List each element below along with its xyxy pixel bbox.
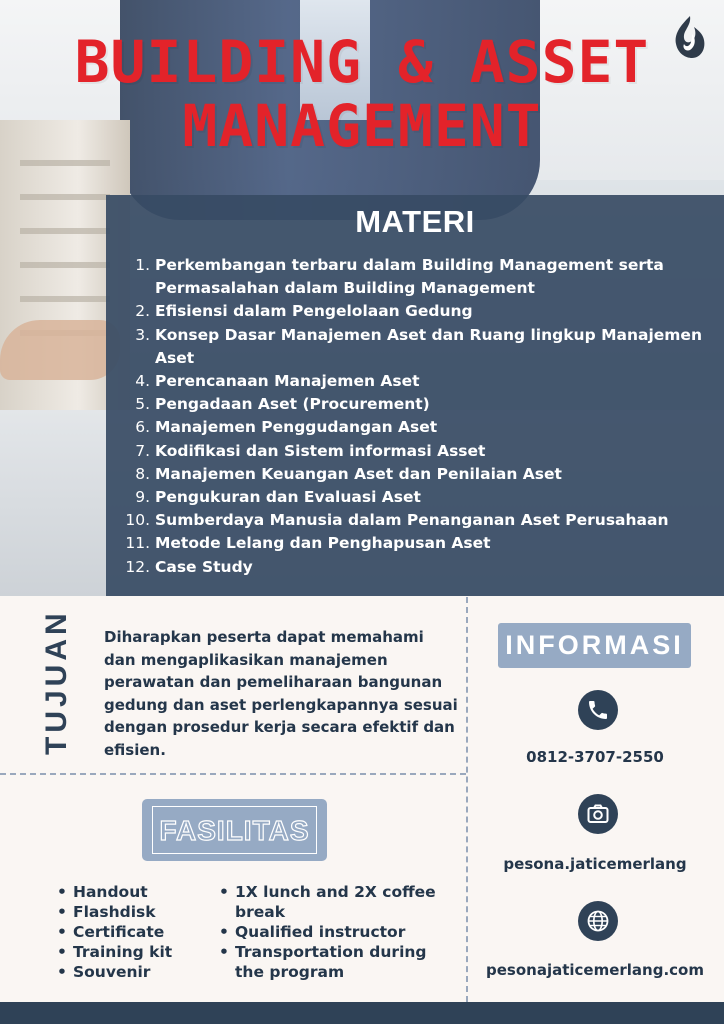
materi-item [120, 254, 724, 300]
phone-icon [578, 690, 618, 730]
materi-item-text: Kodifikasi dan Sistem informasi Asset [155, 441, 486, 460]
list-item: • Handout [57, 882, 207, 902]
materi-item-number: 7. [135, 441, 150, 460]
materi-item [120, 509, 724, 532]
materi-heading: MATERI [355, 204, 475, 239]
materi-item-text: Pengadaan Aset (Procurement) [155, 395, 430, 414]
page-title-line1: BUILDING & ASSET [74, 28, 650, 96]
materi-item [120, 463, 724, 486]
materi-item-number: 2. [135, 302, 150, 321]
materi-item-number: 4. [135, 372, 150, 391]
hero-hand [0, 320, 120, 380]
phone-number[interactable]: 0812-3707-2550 [526, 748, 664, 766]
materi-item [120, 486, 724, 509]
fasilitas-label: FASILITAS [152, 806, 317, 854]
vertical-divider [466, 597, 468, 1002]
materi-item-number: 5. [135, 395, 150, 414]
materi-item-number: 11. [125, 534, 150, 553]
instagram-handle[interactable]: pesona.jaticemerlang [503, 855, 687, 873]
materi-list [120, 254, 724, 579]
materi-item-text: Case Study [155, 557, 253, 576]
materi-item-number: 6. [135, 418, 150, 437]
materi-item [120, 300, 724, 323]
camera-icon [578, 794, 618, 834]
materi-item-number: 3. [135, 325, 150, 344]
materi-item-text: Sumberdaya Manusia dalam Penanganan Aset Perusahaan [155, 511, 669, 530]
materi-item [120, 416, 724, 439]
fasilitas-list-right [219, 882, 444, 982]
materi-item-number: 9. [135, 488, 150, 507]
materi-item [120, 393, 724, 416]
tujuan-text: Diharapkan peserta dapat memahami dan mengaplikasikan manajemen perawatan dan pemeliharaan bangunan gedung dan aset perlengkapannya sesuai dengan prosedur kerja secara efektif dan efisien. [104, 628, 458, 759]
materi-item-text: Perkembangan terbaru dalam Building Management serta Permasalahan dalam Building Management [155, 256, 664, 298]
materi-item [120, 556, 724, 579]
informasi-badge: INFORMASI [498, 623, 691, 668]
list-item: • Qualified instructor [219, 922, 444, 942]
globe-icon [578, 901, 618, 941]
materi-item [120, 440, 724, 463]
materi-item-number: 1. [135, 256, 150, 274]
materi-item [120, 370, 724, 393]
materi-item-text: Konsep Dasar Manajemen Aset dan Ruang lingkup Manajemen Aset [155, 325, 702, 367]
fasilitas-list-left [57, 882, 207, 982]
page-title-line2: MANAGEMENT [182, 92, 542, 160]
materi-item-text: Metode Lelang dan Penghapusan Aset [155, 534, 491, 553]
list-item: • Certificate [57, 922, 207, 942]
website-link[interactable]: pesonajaticemerlang.com [486, 961, 704, 979]
materi-item-number: 8. [135, 464, 150, 483]
materi-item-text: Pengukuran dan Evaluasi Aset [155, 488, 421, 507]
materi-item-number: 12. [125, 557, 150, 576]
tujuan-label: TUJUAN [40, 609, 73, 755]
materi-item [120, 324, 724, 370]
materi-item-text: Manajemen Penggudangan Aset [155, 418, 438, 437]
materi-item-text: Manajemen Keuangan Aset dan Penilaian Aset [155, 464, 562, 483]
materi-panel [106, 195, 724, 596]
list-item: • Flashdisk [57, 902, 207, 922]
list-item: • Training kit [57, 942, 207, 962]
horizontal-divider [0, 773, 466, 775]
list-item: • Souvenir [57, 962, 207, 982]
footer-bar [0, 1002, 724, 1024]
list-item: • 1X lunch and 2X coffee break [219, 882, 444, 922]
materi-item-text: Efisiensi dalam Pengelolaan Gedung [155, 302, 473, 321]
list-item: • Transportation during the program [219, 942, 444, 982]
materi-item-number: 10. [125, 511, 150, 530]
materi-item [120, 532, 724, 555]
materi-item-text: Perencanaan Manajemen Aset [155, 372, 420, 391]
